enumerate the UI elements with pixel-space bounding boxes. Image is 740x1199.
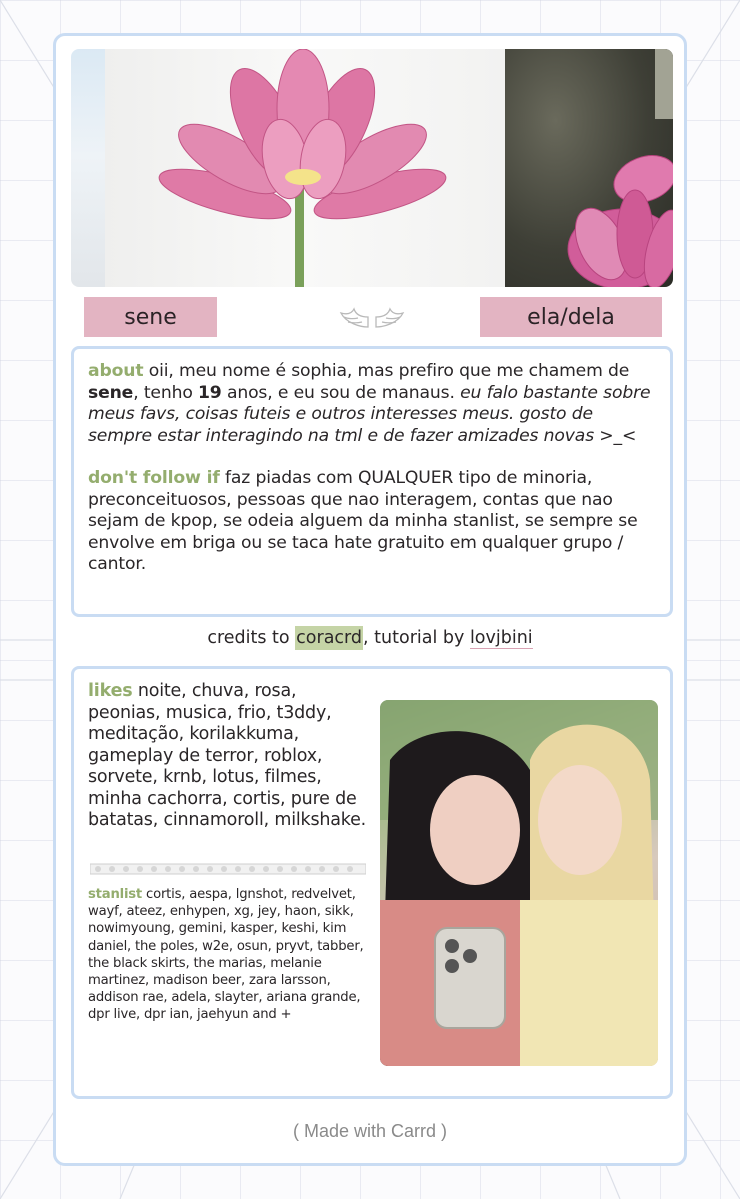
lotus-bud-image	[505, 49, 673, 287]
about-name: sene	[88, 382, 134, 403]
angel-wings-icon	[338, 301, 406, 333]
about-paragraph	[88, 361, 656, 447]
stanlist-text: cortis, aespa, lgnshot, redvelvet, wayf, ateez, enhypen, xg, jey, haon, sikk, nowimyoung, gemini, kasper, keshi, kim daniel, the poles, w2e, osun, pryvt, tabber, the black skirts, the marias, melanie martinez, madison beer, zara larsson, addison rae, adela, slayter, ariana grande, dpr live, dpr ian, jaehyun and +	[88, 887, 364, 1023]
likes-text: noite, chuva, rosa, peonias, musica, frio, t3ddy, meditação, korilakkuma, gameplay de terror, roblox, sorvete, krnb, lotus, filmes, minha cachorra, cortis, pure de batatas, cinnamoroll, milkshake.	[88, 681, 367, 830]
dont-follow-text: faz piadas com QUALQUER tipo de minoria, preconceituosos, pessoas que nao interagem, contas que nao sejam de kpop, se odeia alguem da minha stanlist, se sempre se envolve em briga ou se taca hate gratuito em qualquer grupo / cantor.	[88, 468, 638, 574]
likes-section	[71, 666, 673, 1099]
credits-line	[56, 628, 684, 648]
banner-sky-strip	[71, 49, 105, 287]
likes-paragraph	[88, 681, 370, 832]
about-text-3: anos, e eu sou de manaus.	[221, 382, 461, 403]
pronouns-tag: ela/dela	[480, 297, 662, 337]
credits-prefix: credits to	[207, 628, 296, 648]
about-label: about	[88, 361, 144, 381]
about-italic-text: eu falo bastante sobre meus favs, coisas futeis e outros interesses meus. gosto de sempre estar interagindo na tml e de fazer amizades novas >_<	[88, 382, 651, 446]
credits-link-coracrd[interactable]: coracrd	[296, 628, 363, 648]
made-with-carrd[interactable]: ( Made with Carrd )	[292, 1121, 448, 1141]
lotus-image	[105, 49, 505, 287]
header-banner	[71, 49, 673, 287]
name-tag: sene	[84, 297, 217, 337]
lace-divider	[90, 861, 366, 877]
about-age: 19	[198, 382, 222, 403]
about-section	[71, 346, 673, 617]
profile-card	[53, 33, 687, 1166]
credits-link-lovjbini[interactable]: lovjbini	[469, 628, 533, 648]
about-text-1: oii, meu nome é sophia, mas prefiro que me chamem de	[143, 361, 630, 381]
dont-follow-paragraph	[88, 468, 656, 576]
credits-middle: , tutorial by	[363, 628, 470, 648]
stanlist-label: stanlist	[88, 887, 143, 902]
about-text-2: , tenho	[133, 382, 198, 403]
dont-follow-label: don't follow if	[88, 468, 220, 488]
likes-label: likes	[88, 681, 133, 701]
friends-photo	[380, 700, 658, 1066]
stanlist-paragraph	[88, 886, 372, 1024]
